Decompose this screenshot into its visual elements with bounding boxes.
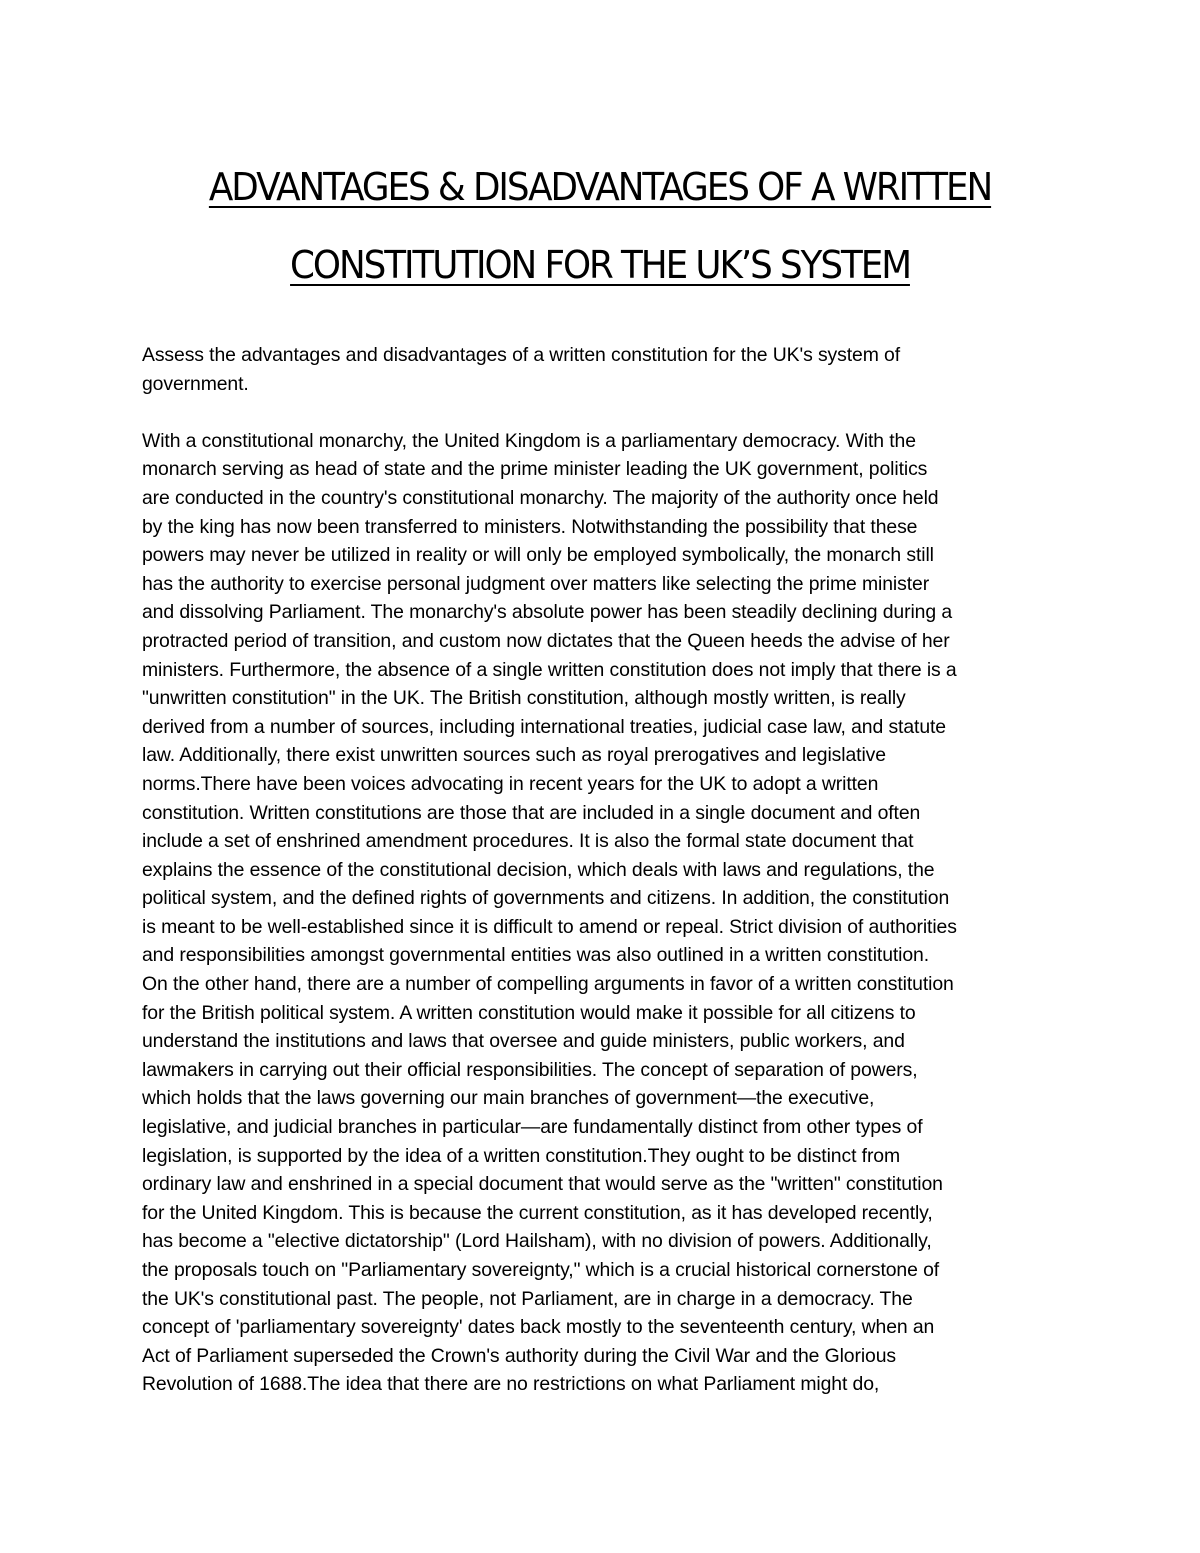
body-line: explains the essence of the constitutional decision, which deals with laws and regulations, the bbox=[142, 858, 935, 881]
body-line: "unwritten constitution" in the UK. The British constitution, although mostly written, is really bbox=[142, 687, 906, 710]
body-line: powers may never be utilized in reality or will only be employed symbolically, the monarch still bbox=[142, 544, 934, 567]
body-line: constitution. Written constitutions are those that are included in a single document and often bbox=[142, 801, 921, 824]
body-line: by the king has now been transferred to ministers. Notwithstanding the possibility that these bbox=[142, 515, 918, 538]
body-line: derived from a number of sources, including international treaties, judicial case law, and statute bbox=[142, 715, 946, 738]
body-line: include a set of enshrined amendment procedures. It is also the formal state document that bbox=[142, 830, 914, 853]
body-line: Act of Parliament superseded the Crown's authority during the Civil War and the Glorious bbox=[142, 1344, 897, 1367]
body-line: has become a "elective dictatorship" (Lord Hailsham), with no division of powers. Additionally, bbox=[142, 1230, 932, 1253]
body-line: the proposals touch on "Parliamentary sovereignty," which is a crucial historical cornerstone of bbox=[142, 1259, 940, 1281]
title-line: ADVANTAGES & DISADVANTAGES OF A WRITTEN bbox=[208, 165, 992, 209]
prompt-line: Assess the advantages and disadvantages of a written constitution for the UK's system of bbox=[142, 344, 901, 366]
body-line: has the authority to exercise personal judgment over matters like selecting the prime minister bbox=[142, 572, 930, 595]
title-line: CONSTITUTION FOR THE UK’S SYSTEM bbox=[290, 243, 910, 287]
body-line: lawmakers in carrying out their official responsibilities. The concept of separation of powers, bbox=[142, 1058, 918, 1081]
body-line: and responsibilities amongst governmental entities was also outlined in a written constitution. bbox=[142, 944, 930, 967]
body-line: protracted period of transition, and custom now dictates that the Queen heeds the advise of her bbox=[142, 629, 950, 652]
body-line: norms.There have been voices advocating in recent years for the UK to adopt a written bbox=[142, 772, 879, 795]
body-line: monarch serving as head of state and the prime minister leading the UK government, politics bbox=[142, 458, 928, 481]
body-line: political system, and the defined rights of governments and citizens. In addition, the constitution bbox=[142, 887, 950, 910]
body-line: understand the institutions and laws that oversee and guide ministers, public workers, and bbox=[142, 1030, 905, 1053]
body-line: are conducted in the country's constitutional monarchy. The majority of the authority once held bbox=[142, 486, 939, 509]
body-line: On the other hand, there are a number of compelling arguments in favor of a written constitution bbox=[142, 973, 954, 996]
paragraph-gap bbox=[142, 398, 1077, 427]
body-line: law. Additionally, there exist unwritten sources such as royal prerogatives and legislative bbox=[142, 744, 886, 767]
body-line: the UK's constitutional past. The people, not Parliament, are in charge in a democracy. The bbox=[142, 1287, 913, 1310]
body-line: ordinary law and enshrined in a special document that would serve as the "written" constitution bbox=[142, 1173, 943, 1196]
body-paragraph bbox=[142, 427, 1077, 1399]
body-line: legislative, and judicial branches in particular—are fundamentally distinct from other types of bbox=[142, 1116, 923, 1139]
body-line: legislation, is supported by the idea of a written constitution.They ought to be distinct from bbox=[142, 1144, 901, 1167]
document-title bbox=[130, 148, 1070, 304]
document-body bbox=[142, 341, 1077, 1399]
body-line: Revolution of 1688.The idea that there are no restrictions on what Parliament might do, bbox=[142, 1373, 880, 1396]
body-line: concept of 'parliamentary sovereignty' dates back mostly to the seventeenth century, when an bbox=[142, 1316, 935, 1339]
body-line: ministers. Furthermore, the absence of a single written constitution does not imply that there is a bbox=[142, 658, 957, 681]
body-line: for the United Kingdom. This is because the current constitution, as it has developed recently, bbox=[142, 1201, 933, 1224]
body-line: for the British political system. A written constitution would make it possible for all citizens to bbox=[142, 1001, 916, 1024]
body-line: is meant to be well-established since it is difficult to amend or repeal. Strict division of authorities bbox=[142, 915, 957, 938]
body-line: With a constitutional monarchy, the United Kingdom is a parliamentary democracy. With the bbox=[142, 429, 916, 452]
body-line: which holds that the laws governing our main branches of government—the executive, bbox=[142, 1087, 875, 1110]
prompt-line: government. bbox=[142, 372, 249, 395]
body-line: and dissolving Parliament. The monarchy's absolute power has been steadily declining during a bbox=[142, 601, 953, 624]
